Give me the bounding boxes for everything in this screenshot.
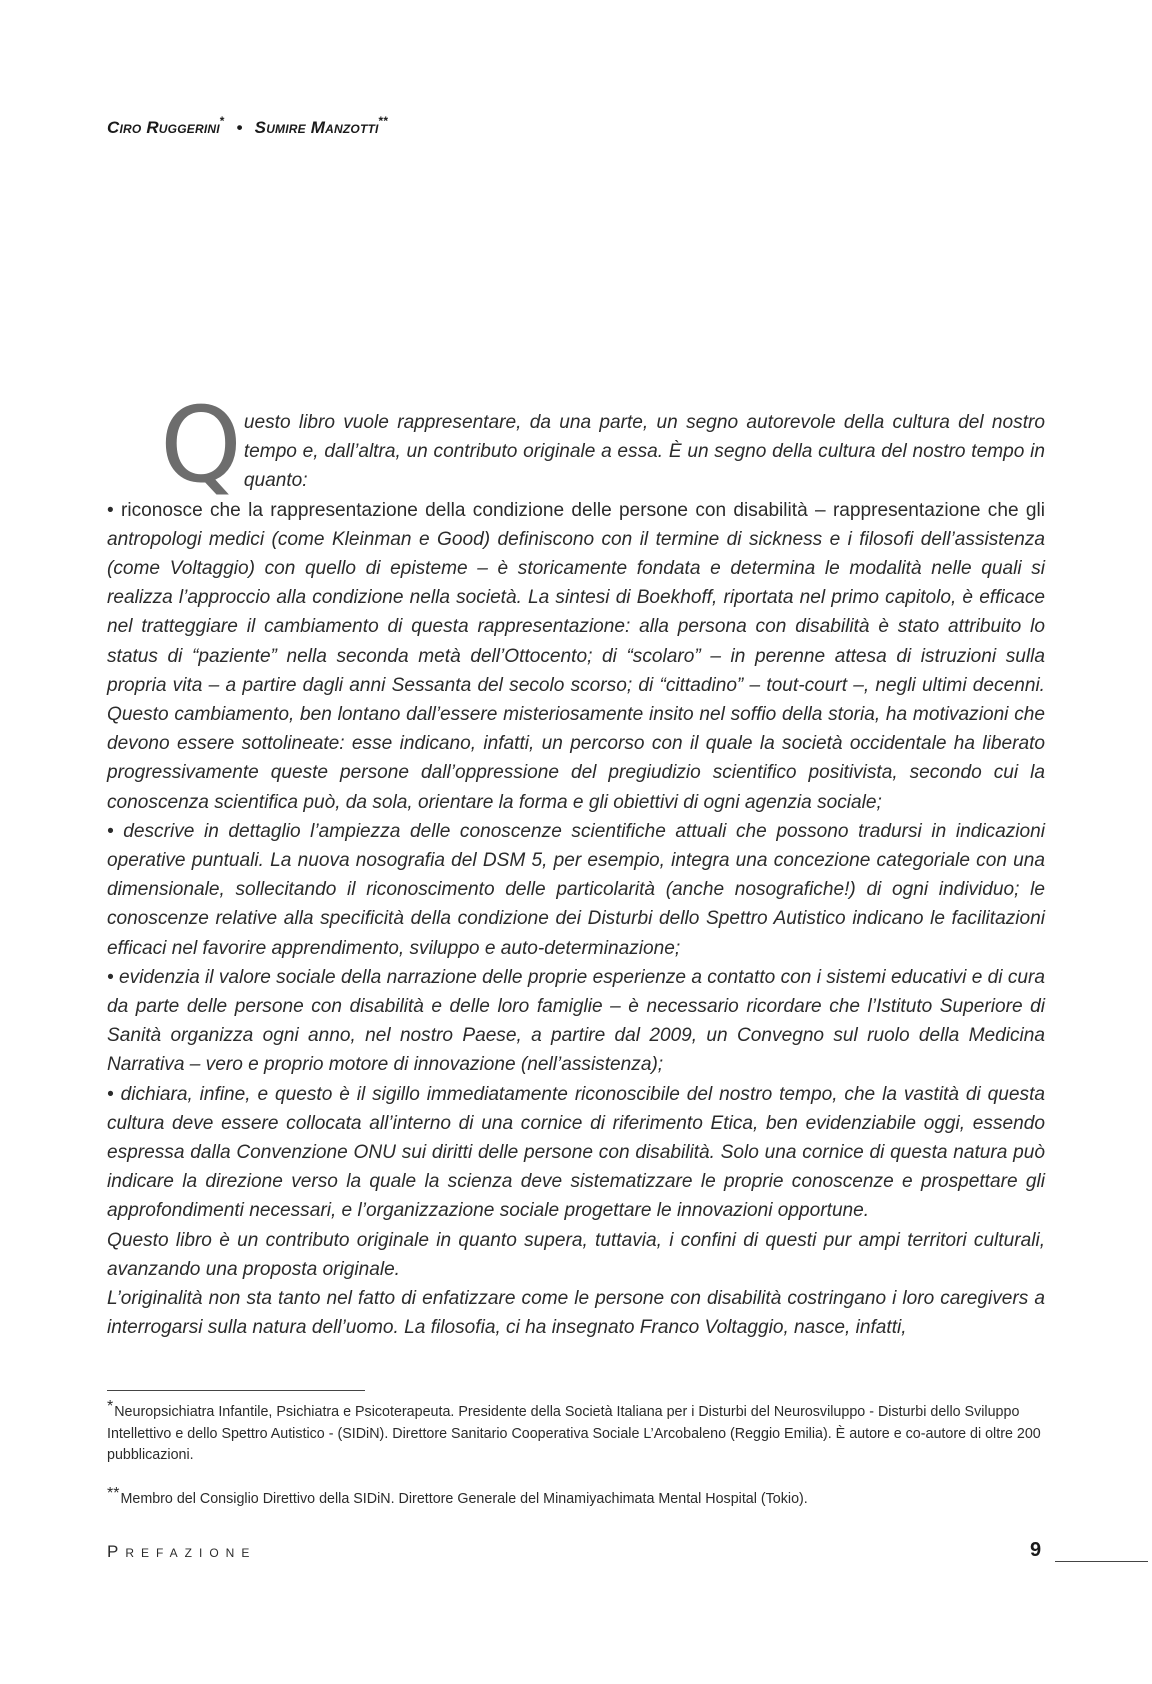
footnote-marker: ** — [107, 1484, 120, 1502]
bullet-item — [107, 496, 1045, 817]
footnote-marker: ** — [378, 114, 389, 128]
footnote — [107, 1396, 1045, 1467]
footnote-marker: * — [107, 1398, 114, 1415]
bullet-item-first-line: • riconosce che la rappresentazione della condizione delle persone con disabilità – rappresentazione che gli — [107, 499, 1045, 521]
paragraph: Questo libro è un contributo originale in quanto supera, tuttavia, i confini di questi pur ampi territori culturali, avanzando una proposta originale. — [107, 1229, 1045, 1280]
paragraph: L’originalità non sta tanto nel fatto di enfatizzare come le persone con disabilità costringano i loro caregivers a interrogarsi sulla natura dell’uomo. La filosofia, ci ha insegnato Franco Voltaggio, nasce, infatti, — [107, 1288, 1045, 1339]
drop-cap: Q — [160, 384, 242, 506]
footer-rule — [1055, 1561, 1148, 1562]
body-text — [107, 384, 1045, 1343]
footnote-divider — [107, 1390, 365, 1391]
bullet-item-text: antropologi medici (come Kleinman e Good) definiscono con il termine di sickness e i filosofi dell’assistenza (come Voltaggio) con quello di episteme – è storicamente fondata e determina le modalità nelle quali si realizza l’approccio alla condizione nella società. La sintesi di Boekhoff, riportata nel primo capitolo, è efficace nel tratteggiare il cambiamento di questa rappresentazione: alla persona con disabilità è stato attribuito lo status di “paziente” nella seconda metà dell’Ottocento; di “scolaro” – in perenne attesa di istruzioni sulla propria vita – a partire dagli anni Sessanta del secolo scorso; di “cittadino” – tout-court –, negli ultimi decenni. Questo cambiamento, ben lontano dall’essere misteriosamente insito nel soffio della storia, ha motivazioni che devono essere sottolineate: esse indicano, infatti, un percorso con il quale la società occidentale ha liberato progressivamente queste persone dall’oppressione del pregiudizio scientifico positivista, secondo cui la conoscenza scientifica può, da sola, orientare la forma e gli obiettivi di ogni agenzia sociale; — [107, 528, 1045, 813]
author-line — [107, 114, 388, 138]
footnote-text: Membro del Consiglio Direttivo della SIDiN. Direttore Generale del Minamiyachimata Mental Hospital (Tokio). — [120, 1490, 808, 1507]
page-number: 9 — [1030, 1539, 1042, 1561]
footnote — [107, 1483, 1045, 1511]
author-name: Sumire Manzotti — [254, 118, 379, 137]
footnotes — [107, 1396, 1045, 1510]
bullet-item: • descrive in dettaglio l’ampiezza delle conoscenze scientifiche attuali che possono tradursi in indicazioni operative puntuali. La nuova nosografia del DSM 5, per esempio, integra una concezione categoriale con una dimensionale, sollecitando il riconoscimento delle particolarità (anche nosografiche!) di ogni individuo; le conoscenze relative alla specificità della condizione dei Disturbi dello Spettro Autistico indicano le facilitazioni efficaci nel favorire apprendimento, sviluppo e auto-determinazione; — [107, 820, 1045, 959]
bullet-item: • dichiara, infine, e questo è il sigillo immediatamente riconoscibile del nostro tempo, che la vastità di questa cultura deve essere collocata all’interno di una cornice di riferimento Etica, ben evidenziabile oggi, essendo espressa dalla Convenzione ONU sui diritti delle persone con disabilità. Solo una cornice di questa natura può indicare la direzione verso la quale la scienza deve sistematizzare le proprie conoscenze e prospettare gli approfondimenti necessari, e l’organizzazione sociale progettare le innovazioni opportune. — [107, 1083, 1045, 1222]
footnote-text: Neuropsichiatra Infantile, Psichiatra e Psicoterapeuta. Presidente della Società Italiana per i Disturbi del Neurosviluppo - Disturbi dello Sviluppo Intellettivo e dello Spettro Autistico - (SIDiN). Direttore Sanitario Cooperativa Sociale L’Arcobaleno (Reggio Emilia). È autore e co-autore di oltre 200 pubblicazioni. — [107, 1404, 1041, 1463]
section-label: Prefazione — [107, 1542, 257, 1561]
author-name: Ciro Ruggerini — [107, 118, 220, 137]
separator-bullet: • — [236, 118, 243, 137]
paragraph: uesto libro vuole rappresentare, da una parte, un segno autorevole della cultura del nostro tempo e, dall’altra, un contributo originale a essa. È un segno della cultura del nostro tempo in quanto: — [243, 412, 1045, 492]
bullet-item: • evidenzia il valore sociale della narrazione delle proprie esperienze a contatto con i sistemi educativi e di cura da parte delle persone con disabilità e delle loro famiglie – è necessario ricordare che l’Istituto Superiore di Sanità organizza ogni anno, nel nostro Paese, a partire dal 2009, un Convegno sul ruolo della Medicina Narrativa – vero e proprio motore di innovazione (nell’assistenza); — [107, 966, 1045, 1076]
footnote-marker: * — [219, 114, 225, 128]
